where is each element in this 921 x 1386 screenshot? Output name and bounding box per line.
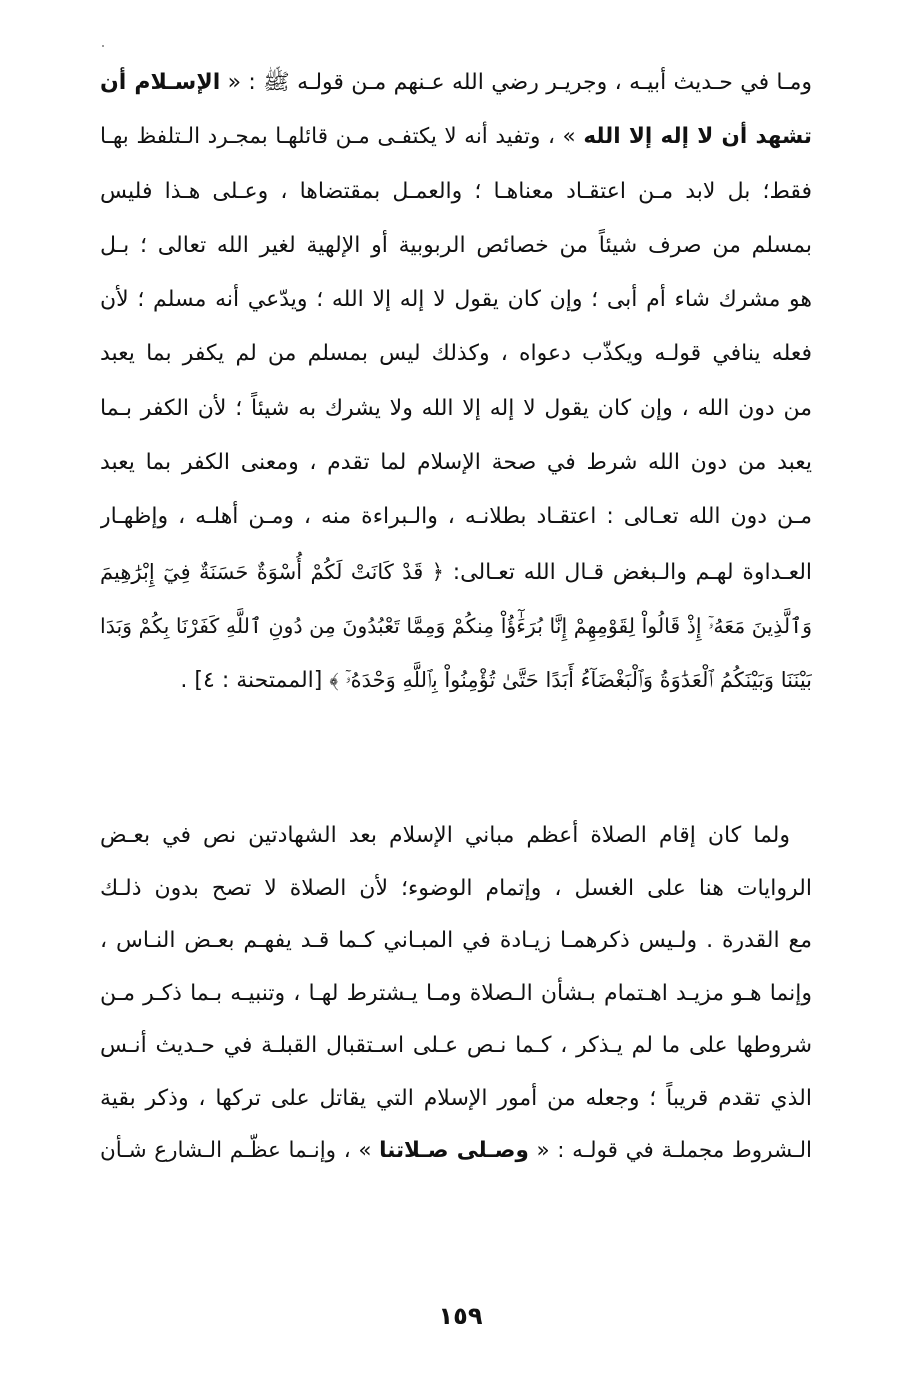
quran-verse-start: ﴿ قَدْ كَانَتْ لَكُمْ أُسْوَةٌ حَسَنَةٌ فِيٓ إِبْرَٰهِيمَ: [100, 559, 444, 584]
p1-line-9: [100, 490, 812, 544]
quran-verse-middle: وَٱلَّذِينَ مَعَهُۥٓ إِذْ قَالُواْ لِقَوْمِهِمْ إِنَّا بُرَءَٰٓؤُاْ مِنكُمْ وَمِمَّا تَعْبُدُونَ مِن دُونِ ٱللَّهِ كَفَرْنَا بِكُمْ وَبَدَا: [100, 613, 812, 638]
p1-line-7: [100, 382, 812, 436]
quran-verse-end: بَيْنَنَا وَبَيْنَكُمُ ٱلْعَدَٰوَةُ وَٱلْبَغْضَآءُ أَبَدًا حَتَّىٰ تُؤْمِنُواْ بِٱللَّهِ وَحْدَهُۥٓ ﴾: [329, 668, 812, 693]
p2-line-7-text: الـشروط مجملـة في قولـه : «: [528, 1138, 812, 1163]
p1-line-10: [100, 545, 812, 599]
p2-line-3: [100, 915, 812, 968]
hadith-quote-prayer-bold: وصـلى صـلاتنا: [379, 1138, 529, 1163]
p1-line-11: [100, 599, 812, 653]
p1-line-5-text: هو مشرك شاء أم أبى ؛ وإن كان يقول لا إله إلا الله ؛ ويدّعي أنه مسلم ؛ لأن: [100, 287, 812, 313]
p1-line-4: [100, 219, 812, 273]
p1-line-10-text: العـداوة لهـم والـبغض قـال الله تعـالى:: [443, 559, 812, 585]
p1-line-12: [100, 653, 812, 707]
p1-line-2: [100, 110, 812, 164]
p1-line-7-text: من دون الله ، وإن كان يقول لا إله إلا الله ولا يشرك به شيئاً ؛ لأن الكفر بـما: [100, 395, 812, 421]
p2-line-6: [100, 1073, 812, 1126]
p1-line-6-text: فعله ينافي قولـه ويكذّب دعواه ، وكذلك ليس بمسلم من لم يكفر بما يعبد: [100, 341, 812, 367]
p1-line-1-text: ومـا في حـديث أبيـه ، وجريـر رضي الله عـنهم مـن قولـه ﷺ : «: [220, 70, 812, 95]
p1-line-9-text: مـن دون الله تعـالى : اعتقـاد بطلانـه ، والـبراءة منه ، ومـن أهلـه ، وإظهـار: [100, 504, 812, 530]
scan-speck: [102, 45, 104, 47]
p1-line-5: [100, 273, 812, 327]
paragraph-1: [100, 56, 812, 708]
p1-line-8: [100, 436, 812, 490]
verse-reference: [الممتحنة : ٤] .: [180, 668, 330, 694]
p1-line-3-text: فقط؛ بل لابد مـن اعتقـاد معناهـا ؛ والعمـل بمقتضاها ، وعـلى هـذا فليس: [100, 178, 812, 204]
hadith-quote-bold: الإسـلام أن: [100, 70, 221, 95]
p2-line-1-text: ولما كان إقام الصلاة أعظم مباني الإسلام بعد الشهادتين نص في بعـض: [100, 823, 790, 848]
p2-line-5-text: شروطها على ما لم يـذكر ، كـما نـص عـلى اسـتقبال القبلـة في حـديث أنـس: [100, 1033, 812, 1058]
p2-line-7: [100, 1125, 812, 1178]
p1-line-3: [100, 165, 812, 219]
p2-line-4-text: وإنما هـو مزيـد اهـتمام بـشأن الـصلاة ومـا يـشترط لهـا ، وتنبيـه بـما ذكـر مـن: [100, 980, 812, 1006]
p2-line-4: [100, 968, 812, 1021]
page-number: ١٥٩: [438, 1302, 483, 1330]
p2-line-2: [100, 863, 812, 916]
p2-line-2-text: الروايات هنا على الغسل ، وإتمام الوضوء؛ لأن الصلاة لا تصح بدون ذلـك: [100, 875, 812, 901]
p2-line-5: [100, 1020, 812, 1073]
p1-line-1: [100, 56, 812, 110]
p1-line-8-text: يعبد من دون الله شرط في صحة الإسلام لما تقدم ، ومعنى الكفر بما يعبد: [100, 450, 812, 476]
hadith-quote-bold-cont: تشهد أن لا إله إلا الله: [583, 124, 812, 150]
p2-line-1: [100, 810, 812, 863]
p2-line-3-text: مع القدرة . ولـيس ذكرهمـا زيـادة في المبـاني كـما قـد يفهـم بعـض النـاس ،: [100, 928, 812, 953]
p2-line-6-text: الذي تقدم قريباً ؛ وجعله من أمور الإسلام التي يقاتل على تركها ، وذكر بقية: [100, 1085, 812, 1111]
p1-line-4-text: بمسلم من صرف شيئاً من خصائص الربوبية أو الإلهية لغير الله تعالى ؛ بـل: [100, 232, 812, 258]
p1-line-2-text: » ، وتفيد أنه لا يكتفـى مـن قائلهـا بمجـرد الـتلفظ بهـا: [100, 124, 584, 150]
p1-line-6: [100, 327, 812, 381]
p2-line-7-text-end: » ، وإنـما عظّـم الـشارع شـأن: [100, 1138, 380, 1163]
paragraph-2: [100, 810, 812, 1178]
